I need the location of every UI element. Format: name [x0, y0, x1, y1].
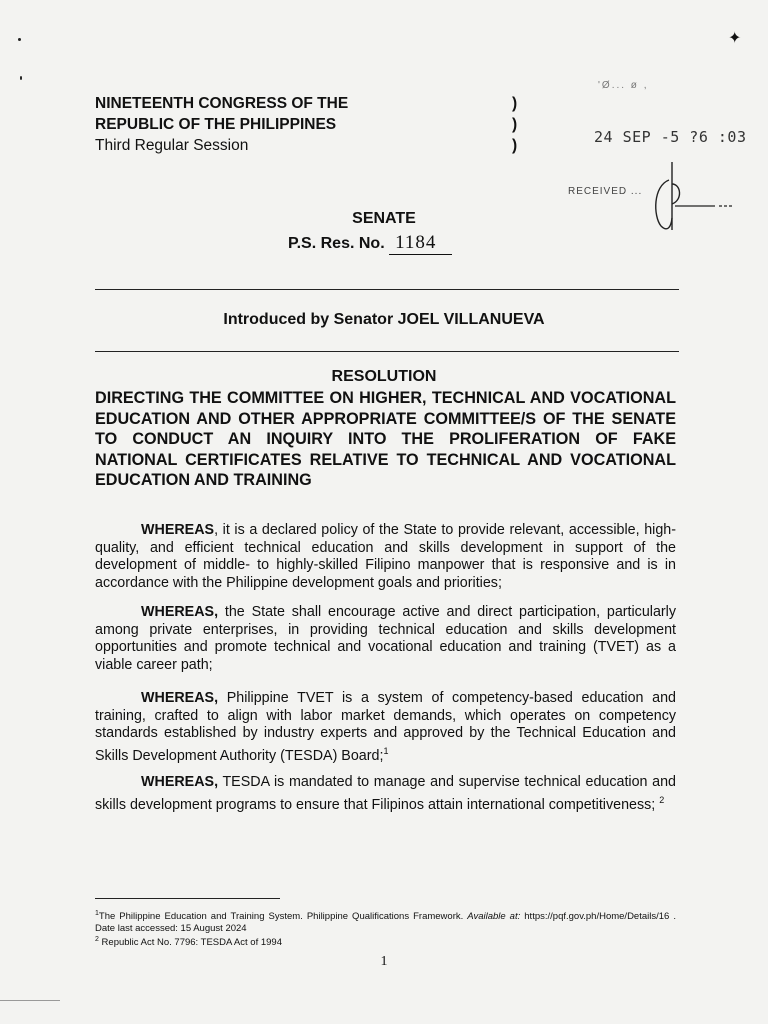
footnote-marker: 2 — [95, 936, 99, 944]
whereas-text: , it is a declared policy of the State to provide relevant, accessible, high-quality, and efficient technical education and skills development in support of the development of middle- to highly-skilled Filipino manpower that is responsive and is in accordance with the Philippine development goals and priorities; — [95, 522, 676, 591]
footnote-2-text: Republic Act No. 7796: TESDA Act of 1994 — [98, 937, 282, 949]
resolution-number-line — [288, 232, 452, 255]
whereas-text: the State shall encourage active and direct participation, particularly among private enterprises, in providing technical education and skills development opportunities and promote technical and vocational education and training (TVET) as a viable career path; — [95, 604, 676, 673]
whereas-lead: WHEREAS — [141, 522, 215, 538]
whereas-lead: WHEREAS, — [141, 604, 219, 620]
whereas-text: TESDA is mandated to manage and supervise technical education and skills development programs to ensure that Filipinos attain international competitiveness; — [95, 774, 676, 813]
footnote-2 — [95, 934, 676, 949]
scan-speck — [20, 76, 22, 80]
whereas-clause — [95, 522, 676, 592]
scan-edge — [0, 1000, 60, 1001]
stamp-received: RECEIVED ... — [568, 186, 643, 197]
res-number: 1184 — [389, 232, 452, 255]
congress-line-2: REPUBLIC OF THE PHILIPPINES — [95, 116, 337, 133]
congress-line-1: NINETEENTH CONGRESS OF THE — [95, 95, 349, 112]
scan-speck — [18, 38, 21, 41]
paren-3: ) — [512, 137, 518, 154]
footnote-marker: 1 — [95, 910, 99, 917]
stamp-top-text: 'Ø... ø , — [598, 80, 649, 91]
footnote-1-url[interactable]: https://pqf.gov.ph/Home/Details/16 . Date last accessed: 15 August 2024 — [95, 911, 676, 934]
resolution-heading: RESOLUTION — [331, 368, 437, 385]
paren-1: ) — [512, 95, 518, 112]
page-number: 1 — [380, 954, 388, 969]
footnote-1-text: The Philippine Education and Training System. Philippine Qualifications Framework. — [98, 911, 468, 923]
footnote-1-available: Available at: — [467, 911, 521, 923]
paren-2: ) — [512, 116, 518, 133]
footnote-ref[interactable]: 2 — [659, 794, 665, 805]
whereas-lead: WHEREAS, — [141, 774, 219, 790]
session-label: Third Regular Session — [95, 137, 249, 154]
whereas-clause — [95, 604, 676, 674]
footnotes — [95, 908, 676, 949]
divider-bottom — [95, 351, 679, 352]
footnote-1 — [95, 908, 676, 934]
whereas-clause — [95, 690, 676, 765]
whereas-lead: WHEREAS, — [141, 690, 219, 706]
divider-top — [95, 289, 679, 290]
whereas-text: Philippine TVET is a system of competency-based education and training, crafted to align with labor market demands, which operates on competency standards established by industry experts and approved by the Technical Education and Skills Development Authority (TESDA) Board; — [95, 690, 676, 764]
corner-mark: ✦ — [728, 30, 742, 47]
header-parens — [512, 93, 517, 156]
res-prefix: P.S. Res. No. — [288, 235, 385, 252]
congress-header — [95, 93, 348, 156]
senate-label: SENATE — [352, 210, 416, 227]
introduced-by: Introduced by Senator JOEL VILLANUEVA — [223, 311, 545, 328]
whereas-clause — [95, 774, 676, 814]
footnote-divider — [95, 898, 280, 899]
stamp-date: 24 SEP -5 ?6 :03 — [594, 128, 747, 146]
footnote-ref[interactable]: 1 — [383, 745, 389, 756]
resolution-title: DIRECTING THE COMMITTEE ON HIGHER, TECHNICAL AND VOCATIONAL EDUCATION AND OTHER APPROPRIATE COMMITTEE/S OF THE SENATE TO CONDUCT AN INQUIRY INTO THE PROLIFERATION OF FAKE NATIONAL CERTIFICATES RELATIVE TO TECHNICAL AND VOCATIONAL EDUCATION AND TRAINING — [95, 389, 676, 489]
